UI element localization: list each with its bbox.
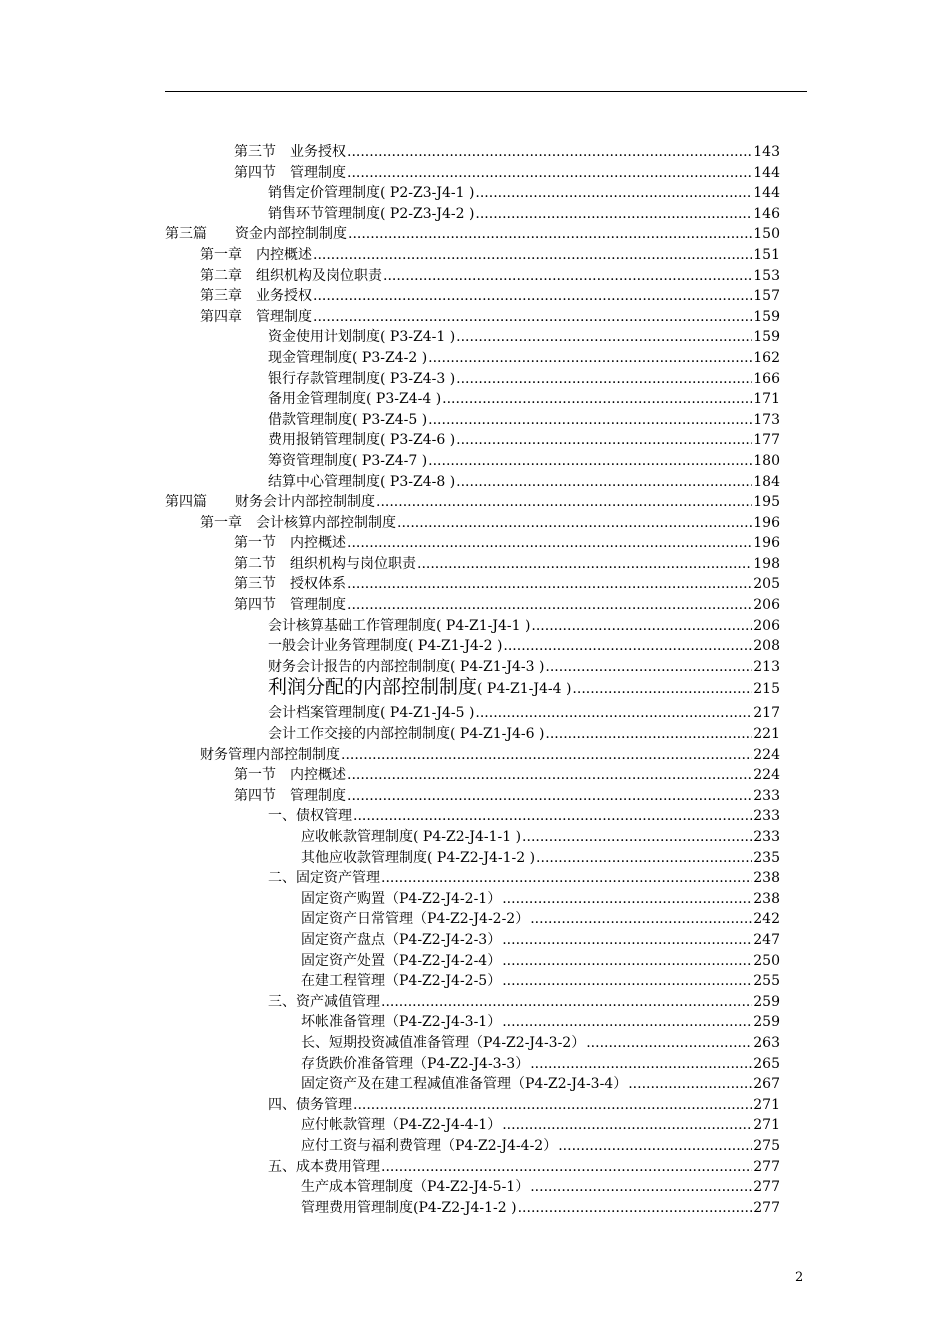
dot-leader — [518, 1198, 753, 1218]
dot-leader — [428, 410, 752, 430]
dot-leader — [502, 951, 752, 971]
toc-entry-title: 结算中心管理制度( P3-Z4-8 ) — [268, 473, 456, 490]
toc-entry[interactable] — [165, 430, 780, 451]
dot-leader — [376, 492, 752, 512]
toc-entry-title: 资金使用计划制度( P3-Z4-1 ) — [268, 329, 456, 346]
dot-leader — [347, 786, 752, 806]
toc-entry[interactable] — [165, 245, 780, 266]
toc-entry-title: 筹资管理制度( P3-Z4-7 ) — [268, 452, 428, 469]
page-number: 2 — [795, 1270, 804, 1285]
toc-entry-title: 第二节 组织机构与岗位职责 — [234, 555, 416, 572]
toc-entry[interactable] — [165, 1095, 780, 1116]
toc-entry-page: 233 — [753, 787, 780, 804]
dot-leader — [381, 868, 752, 888]
toc-entry[interactable] — [165, 533, 780, 554]
toc-entry[interactable] — [165, 554, 780, 575]
toc-entry-title: 应付帐款管理（P4-Z2-J4-4-1） — [301, 1117, 502, 1134]
toc-entry[interactable] — [165, 389, 780, 410]
dot-leader — [348, 224, 752, 244]
dot-leader — [428, 451, 752, 471]
toc-entry-page: 195 — [753, 494, 780, 511]
toc-entry-page: 159 — [753, 329, 780, 346]
toc-entry-page: 173 — [753, 411, 780, 428]
toc-entry[interactable] — [165, 1115, 780, 1136]
toc-entry[interactable] — [165, 204, 780, 225]
toc-entry-page: 238 — [753, 870, 780, 887]
toc-entry-title-large: 利润分配的内部控制制度 — [268, 676, 478, 699]
dot-leader — [475, 703, 752, 723]
toc-entry-title: 会计档案管理制度( P4-Z1-J4-5 ) — [268, 705, 475, 722]
toc-entry-title: 第三篇 资金内部控制制度 — [165, 226, 347, 243]
dot-leader — [347, 163, 752, 183]
toc-entry[interactable] — [165, 1136, 780, 1157]
toc-entry-title: 现金管理制度( P3-Z4-2 ) — [268, 349, 428, 366]
dot-leader — [572, 679, 752, 699]
toc-entry-title: 第一章 会计核算内部控制制度 — [200, 514, 396, 531]
toc-entry-page: 144 — [753, 164, 780, 181]
dot-leader — [417, 554, 752, 574]
toc-entry[interactable] — [165, 636, 780, 657]
toc-entry-page: 277 — [753, 1199, 780, 1216]
table-of-contents — [165, 142, 780, 1218]
toc-entry-title: 第四节 管理制度 — [234, 164, 346, 181]
toc-entry-page: 166 — [753, 370, 780, 387]
toc-entry[interactable] — [165, 266, 780, 287]
toc-entry[interactable] — [165, 224, 780, 245]
toc-entry-title: 一般会计业务管理制度( P4-Z1-J4-2 ) — [268, 638, 503, 655]
toc-entry-page: 263 — [753, 1034, 780, 1051]
dot-leader — [428, 348, 752, 368]
toc-entry-title: 银行存款管理制度( P3-Z4-3 ) — [268, 370, 456, 387]
toc-entry[interactable] — [165, 183, 780, 204]
dot-leader — [628, 1074, 752, 1094]
toc-entry[interactable] — [165, 657, 780, 678]
toc-entry[interactable] — [165, 868, 780, 889]
toc-entry[interactable] — [165, 1012, 780, 1033]
dot-leader — [558, 1136, 752, 1156]
toc-entry-title: 存货跌价准备管理（P4-Z2-J4-3-3） — [301, 1055, 530, 1072]
toc-entry-title: 固定资产盘点（P4-Z2-J4-2-3） — [301, 931, 502, 948]
dot-leader — [522, 827, 752, 847]
toc-entry-title: 一、债权管理 — [268, 808, 352, 825]
toc-entry-title: 生产成本管理制度（P4-Z2-J4-5-1） — [301, 1179, 530, 1196]
toc-entry[interactable] — [165, 307, 780, 328]
dot-leader — [456, 369, 752, 389]
dot-leader — [475, 204, 752, 224]
dot-leader — [475, 183, 752, 203]
toc-entry-page: 224 — [753, 767, 780, 784]
toc-entry[interactable] — [165, 410, 780, 431]
toc-entry-page: 235 — [753, 849, 780, 866]
toc-entry-page: 259 — [753, 1014, 780, 1031]
toc-entry[interactable] — [165, 951, 780, 972]
toc-entry-page: 208 — [753, 638, 780, 655]
toc-entry[interactable] — [165, 574, 780, 595]
toc-entry-title: 第一节 内控概述 — [234, 767, 346, 784]
toc-entry-page: 196 — [753, 514, 780, 531]
dot-leader — [347, 765, 752, 785]
dot-leader — [502, 889, 752, 909]
toc-entry[interactable] — [165, 1074, 780, 1095]
toc-entry-page: 247 — [753, 931, 780, 948]
toc-entry[interactable] — [165, 1198, 780, 1219]
dot-leader — [456, 327, 752, 347]
toc-entry-title: 五、成本费用管理 — [268, 1158, 380, 1175]
toc-entry-page: 233 — [753, 829, 780, 845]
toc-entry-title: 财务会计报告的内部控制制度( P4-Z1-J4-3 ) — [268, 658, 545, 675]
toc-entry-page: 242 — [753, 911, 780, 928]
dot-leader — [347, 142, 752, 162]
dot-leader — [530, 1177, 752, 1197]
toc-entry-page: 184 — [753, 473, 780, 490]
toc-entry-title: 固定资产处置（P4-Z2-J4-2-4） — [301, 952, 502, 969]
toc-entry-title: 第一节 内控概述 — [234, 535, 346, 552]
toc-entry-title: 第三节 业务授权 — [234, 144, 346, 160]
toc-entry-title: 销售环节管理制度( P2-Z3-J4-2 ) — [268, 205, 475, 222]
header-rule — [165, 91, 807, 92]
toc-entry-page: 198 — [753, 555, 780, 572]
toc-entry[interactable] — [165, 1177, 780, 1198]
toc-entry-title: 坏帐准备管理（P4-Z2-J4-3-1） — [301, 1014, 502, 1031]
toc-entry[interactable] — [165, 327, 780, 348]
toc-entry-page: 177 — [753, 432, 780, 449]
dot-leader — [530, 1054, 752, 1074]
toc-entry[interactable] — [165, 930, 780, 951]
toc-entry-title-code: ( P4-Z1-J4-4 ) — [477, 681, 572, 698]
toc-entry[interactable] — [165, 1054, 780, 1075]
toc-entry[interactable] — [165, 971, 780, 992]
toc-entry-title: 借款管理制度( P3-Z4-5 ) — [268, 411, 428, 428]
toc-entry-title: 备用金管理制度( P3-Z4-4 ) — [268, 391, 442, 408]
dot-leader — [313, 245, 752, 265]
toc-entry[interactable] — [165, 889, 780, 910]
dot-leader — [313, 286, 752, 306]
toc-entry[interactable] — [165, 472, 780, 493]
toc-entry[interactable] — [165, 703, 780, 724]
dot-leader — [313, 307, 752, 327]
toc-entry-page: 255 — [753, 973, 780, 990]
dot-leader — [353, 1095, 752, 1115]
toc-entry[interactable] — [165, 369, 780, 390]
toc-entry-title: 第四节 管理制度 — [234, 597, 346, 614]
toc-entry-page: 180 — [753, 452, 780, 469]
toc-entry[interactable] — [165, 992, 780, 1013]
toc-entry-title: 第四篇 财务会计内部控制制度 — [165, 494, 375, 511]
toc-entry-title: 第四章 管理制度 — [200, 308, 312, 325]
toc-entry-title: 第三节 授权体系 — [234, 576, 346, 593]
toc-entry-title: 第一章 内控概述 — [200, 246, 312, 263]
dot-leader — [347, 595, 752, 615]
toc-entry-title: 在建工程管理（P4-Z2-J4-2-5） — [301, 973, 502, 990]
toc-entry-page: 277 — [753, 1179, 780, 1196]
toc-entry-page: 162 — [753, 349, 780, 366]
dot-leader — [502, 971, 752, 991]
toc-entry-title: 固定资产购置（P4-Z2-J4-2-1） — [301, 890, 502, 907]
toc-entry-page: 277 — [753, 1158, 780, 1175]
toc-entry[interactable] — [165, 142, 780, 163]
dot-leader — [586, 1033, 752, 1053]
toc-entry[interactable] — [165, 806, 780, 827]
dot-leader — [353, 806, 752, 826]
toc-entry[interactable] — [165, 909, 780, 930]
toc-entry-title: 固定资产及在建工程减值准备管理（P4-Z2-J4-3-4） — [301, 1076, 628, 1093]
toc-entry-page: 146 — [753, 205, 780, 222]
dot-leader — [381, 992, 752, 1012]
toc-entry-page: 267 — [753, 1076, 780, 1093]
toc-entry-page: 153 — [753, 267, 780, 284]
toc-entry[interactable] — [165, 348, 780, 369]
toc-entry[interactable] — [165, 286, 780, 307]
toc-entry-page: 196 — [753, 535, 780, 552]
toc-entry[interactable] — [165, 595, 780, 616]
toc-entry[interactable] — [165, 616, 780, 637]
toc-entry-title: 应收帐款管理制度( P4-Z2-J4-1-1 ) — [301, 829, 522, 845]
dot-leader — [545, 724, 752, 744]
toc-entry-title: 其他应收款管理制度( P4-Z2-J4-1-2 ) — [301, 849, 536, 866]
toc-entry-title: 二、固定资产管理 — [268, 870, 380, 887]
toc-entry-title: 会计核算基础工作管理制度( P4-Z1-J4-1 ) — [268, 617, 531, 634]
toc-entry-page: 275 — [753, 1137, 780, 1154]
toc-entry-title: 财务管理内部控制制度 — [200, 746, 340, 763]
toc-entry[interactable] — [165, 848, 780, 869]
toc-entry-title — [268, 677, 571, 699]
toc-entry-title: 应付工资与福利费管理（P4-Z2-J4-4-2） — [301, 1137, 558, 1154]
dot-leader — [347, 574, 752, 594]
toc-entry-page: 250 — [753, 952, 780, 969]
toc-entry[interactable] — [165, 827, 780, 848]
toc-entry[interactable] — [165, 513, 780, 534]
toc-entry-page: 271 — [753, 1117, 780, 1134]
toc-entry-title: 三、资产减值管理 — [268, 993, 380, 1010]
toc-entry-page: 206 — [753, 597, 780, 614]
toc-entry-page: 217 — [753, 705, 780, 722]
dot-leader — [381, 1157, 752, 1177]
toc-entry-title: 费用报销管理制度( P3-Z4-6 ) — [268, 432, 456, 449]
toc-entry-page: 144 — [753, 185, 780, 202]
toc-entry-title: 会计工作交接的内部控制制度( P4-Z1-J4-6 ) — [268, 726, 545, 743]
dot-leader — [347, 533, 752, 553]
toc-entry[interactable] — [165, 451, 780, 472]
dot-leader — [545, 657, 752, 677]
toc-entry-page: 150 — [753, 226, 780, 243]
dot-leader — [456, 472, 752, 492]
dot-leader — [536, 848, 752, 868]
dot-leader — [456, 430, 752, 450]
toc-entry-page: 265 — [753, 1055, 780, 1072]
toc-entry-page: 259 — [753, 993, 780, 1010]
toc-entry-title: 管理费用管理制度(P4-Z2-J4-1-2 ) — [301, 1199, 517, 1216]
toc-entry-page: 238 — [753, 890, 780, 907]
toc-entry-page: 159 — [753, 308, 780, 325]
toc-entry-title: 第四节 管理制度 — [234, 787, 346, 804]
toc-entry[interactable] — [165, 724, 780, 745]
toc-entry-page: 205 — [753, 576, 780, 593]
toc-entry-title: 销售定价管理制度( P2-Z3-J4-1 ) — [268, 185, 475, 202]
toc-entry-page: 233 — [753, 808, 780, 825]
toc-entry[interactable] — [165, 1157, 780, 1178]
toc-entry-page: 157 — [753, 288, 780, 305]
toc-entry[interactable] — [165, 163, 780, 184]
toc-entry-title: 四、债务管理 — [268, 1096, 352, 1113]
toc-entry-page: 143 — [753, 144, 780, 160]
dot-leader — [502, 930, 752, 950]
toc-entry-title: 第三章 业务授权 — [200, 288, 312, 305]
dot-leader — [503, 636, 752, 656]
dot-leader — [397, 513, 752, 533]
toc-entry-page: 224 — [753, 746, 780, 763]
dot-leader — [502, 1012, 752, 1032]
toc-entry-page: 215 — [753, 681, 780, 698]
toc-entry-title: 第二章 组织机构及岗位职责 — [200, 267, 382, 284]
toc-entry-page: 271 — [753, 1096, 780, 1113]
dot-leader — [341, 745, 752, 765]
dot-leader — [502, 1115, 752, 1135]
toc-entry-page: 206 — [753, 617, 780, 634]
toc-entry[interactable] — [165, 1033, 780, 1054]
toc-entry[interactable] — [165, 677, 780, 703]
toc-entry[interactable] — [165, 786, 780, 807]
dot-leader — [530, 909, 752, 929]
dot-leader — [531, 616, 752, 636]
toc-entry[interactable] — [165, 492, 780, 513]
toc-entry-page: 171 — [753, 391, 780, 408]
toc-entry-title: 固定资产日常管理（P4-Z2-J4-2-2） — [301, 911, 530, 928]
toc-entry-title: 长、短期投资减值准备管理（P4-Z2-J4-3-2） — [301, 1034, 586, 1051]
toc-entry-page: 213 — [753, 658, 780, 675]
dot-leader — [442, 389, 752, 409]
toc-entry-page: 151 — [753, 246, 780, 263]
toc-entry-page: 221 — [753, 726, 780, 743]
toc-entry[interactable] — [165, 745, 780, 766]
dot-leader — [383, 266, 752, 286]
toc-entry[interactable] — [165, 765, 780, 786]
